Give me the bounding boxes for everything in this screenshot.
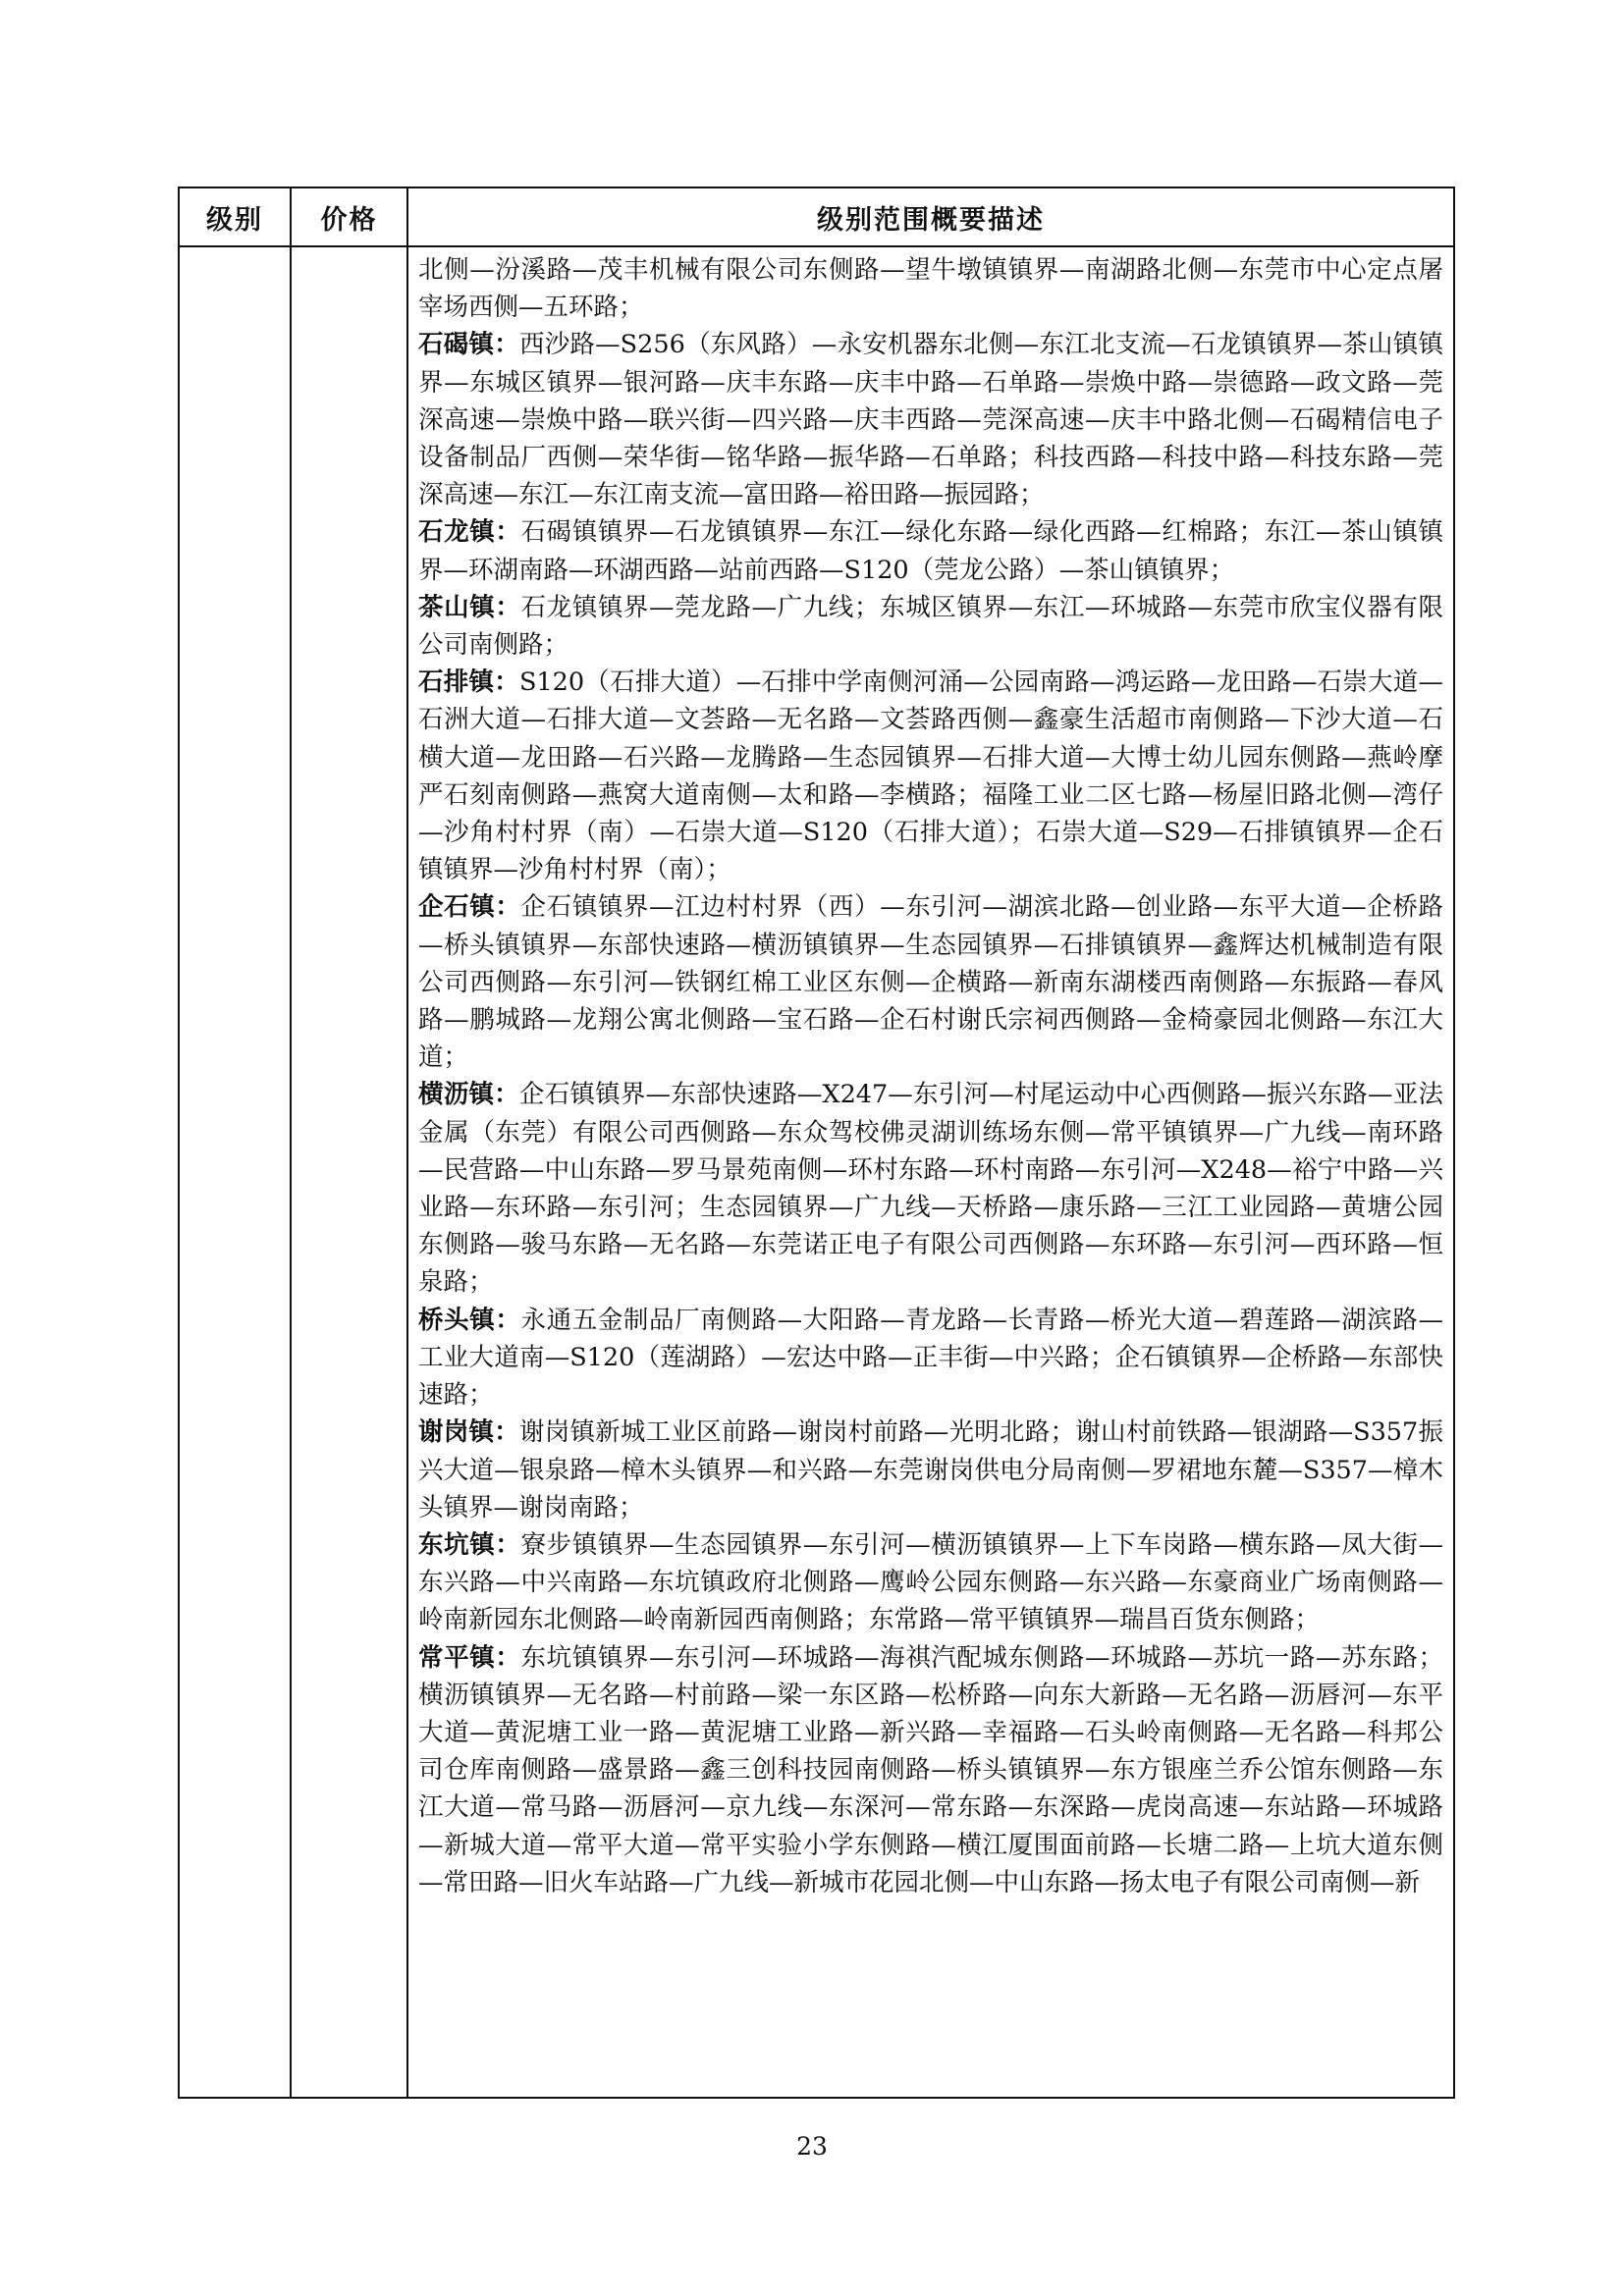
paragraph-text: 企石镇镇界—东部快速路—X247—东引河—村尾运动中心西侧路—振兴东路—亚法金属（东莞）有限公司西侧路—东众驾校佛灵湖训练场东侧—常平镇镇界—广九线—南环路—民营路—中山东路—罗马景苑南侧—环村东路—环村南路—东引河—X248—裕宁中路—兴业路—东环路—东引河；生态园镇界—广九线—天桥路—康乐路—三江工业园路—黄塘公园东侧路—骏马东路—无名路—东莞诺正电子有限公司西侧路—东环路—东引河—西环路—恒泉路；: [418, 1080, 1443, 1298]
paragraph-text: 东坑镇镇界—东引河—环城路—海祺汽配城东侧路—环城路—苏坑一路—苏东路；横沥镇镇界—无名路—村前路—梁一东区路—松桥路—向东大新路—无名路—沥唇河—东平大道—黄泥塘工业一路—黄泥塘工业路—新兴路—幸福路—石头岭南侧路—无名路—科邦公司仓库南侧路—盛景路—鑫三创科技园南侧路—桥头镇镇界—东方银座兰乔公馆东侧路—东江大道—常马路—沥唇河—京九线—东深河—常东路—东深路—虎岗高速—东站路—环城路—新城大道—常平大道—常平实验小学东侧路—横江厦围面前路—长塘二路—上坑大道东侧—常田路—旧火车站路—广九线—新城市花园北侧—中山东路—扬太电子有限公司南侧—新: [418, 1642, 1443, 1897]
town-name: 常平镇：: [418, 1642, 521, 1673]
town-name: 石碣镇：: [418, 330, 519, 360]
paragraph-text: 寮步镇镇界—生态园镇界—东引河—横沥镇镇界—上下车岗路—横东路—凤大街—东兴路—中兴南路—东坑镇政府北侧路—鹰岭公园东侧路—东兴路—东豪商业广场南侧路—岭南新园东北侧路—岭南新园西南侧路；东常路—常平镇镇界—瑞昌百货东侧路；: [418, 1529, 1443, 1635]
paragraph-text: S120（石排大道）—石排中学南侧河涌—公园南路—鸿运路—龙田路—石崇大道—石洲大道—石排大道—文荟路—无名路—文荟路西侧—鑫豪生活超市南侧路—下沙大道—石横大道—龙田路—石兴路—龙腾路—生态园镇界—石排大道—大博士幼儿园东侧路—燕岭摩严石刻南侧路—燕窝大道南侧—太和路—李横路；福隆工业二区七路—杨屋旧路北侧—湾仔—沙角村村界（南）—石崇大道—S120（石排大道）；石崇大道—S29—石排镇镇界—企石镇镇界—沙角村村界（南）；: [418, 667, 1443, 885]
paragraph-text: 企石镇镇界—江边村村界（西）—东引河—湖滨北路—创业路—东平大道—企桥路—桥头镇镇界—东部快速路—横沥镇镇界—生态园镇界—石排镇镇界—鑫辉达机械制造有限公司西侧路—东引河—铁钢红棉工业区东侧—企横路—新南东湖楼西南侧路—东振路—春风路—鹏城路—龙翔公寓北侧路—宝石路—企石村谢氏宗祠西侧路—金椅豪园北侧路—东江大道；: [418, 892, 1443, 1073]
table-row: [179, 246, 1454, 2098]
paragraph-text: 永通五金制品厂南侧路—大阳路—青龙路—长青路—桥光大道—碧莲路—湖滨路—工业大道南—S120（莲湖路）—宏达中路—正丰街—中兴路；企石镇镇界—企桥路—东部快速路；: [418, 1305, 1443, 1411]
paragraph-changping: [418, 1639, 1443, 1901]
town-name: 谢岗镇：: [418, 1417, 519, 1448]
town-name: 东坑镇：: [418, 1529, 521, 1560]
paragraph-text: 北侧—汾溪路—茂丰机械有限公司东侧路—望牛墩镇镇界—南湖路北侧—东莞市中心定点屠宰场西侧—五环路；: [418, 255, 1443, 323]
paragraph-text: 西沙路—S256（东风路）—永安机器东北侧—东江北支流—石龙镇镇界—茶山镇镇界—东城区镇界—银河路—庆丰东路—庆丰中路—石单路—崇焕中路—崇德路—政文路—莞深高速—崇焕中路—联兴街—四兴路—庆丰西路—莞深高速—庆丰中路北侧—石碣精信电子设备制品厂西侧—荣华街—铭华路—振华路—石单路；科技西路—科技中路—科技东路—莞深高速—东江—东江南支流—富田路—裕田路—振园路；: [418, 330, 1443, 510]
land-level-table: [178, 187, 1455, 2099]
paragraph-text: 谢岗镇新城工业区前路—谢岗村前路—光明北路；谢山村前铁路—银湖路—S357振兴大道—银泉路—樟木头镇界—和兴路—东莞谢岗供电分局南侧—罗裙地东麓—S357—樟木头镇界—谢岗南路；: [418, 1417, 1443, 1522]
paragraph-qiaotou: [418, 1302, 1443, 1415]
header-level: 级别: [179, 187, 291, 246]
paragraph-continuation: [418, 251, 1443, 326]
cell-price: [291, 246, 407, 2098]
town-name: 石龙镇：: [418, 517, 521, 548]
page-number: 23: [796, 2132, 828, 2161]
cell-description: [407, 246, 1454, 2098]
town-name: 桥头镇：: [418, 1305, 521, 1335]
town-name: 茶山镇：: [418, 592, 521, 622]
paragraph-xiegang: [418, 1414, 1443, 1526]
paragraph-text: 石龙镇镇界—莞龙路—广九线；东城区镇界—东江—环城路—东莞市欣宝仪器有限公司南侧路；: [418, 592, 1443, 661]
cell-level: [179, 246, 291, 2098]
header-description: 级别范围概要描述: [407, 187, 1454, 246]
table-header-row: [179, 187, 1454, 246]
header-price: 价格: [291, 187, 407, 246]
paragraph-chashan: [418, 589, 1443, 664]
paragraph-shijie: [418, 326, 1443, 513]
paragraph-hengli: [418, 1076, 1443, 1301]
paragraph-text: 石碣镇镇界—石龙镇镇界—东江—绿化东路—绿化西路—红棉路；东江—茶山镇镇界—环湖南路—环湖西路—站前西路—S120（莞龙公路）—茶山镇镇界；: [418, 517, 1443, 585]
paragraph-shipai: [418, 664, 1443, 888]
paragraph-shilong: [418, 513, 1443, 588]
town-name: 横沥镇：: [418, 1080, 519, 1110]
description-text: [408, 247, 1453, 2097]
paragraph-dongkeng: [418, 1526, 1443, 1639]
paragraph-qishi: [418, 888, 1443, 1076]
town-name: 企石镇：: [418, 892, 521, 923]
town-name: 石排镇：: [418, 667, 519, 698]
